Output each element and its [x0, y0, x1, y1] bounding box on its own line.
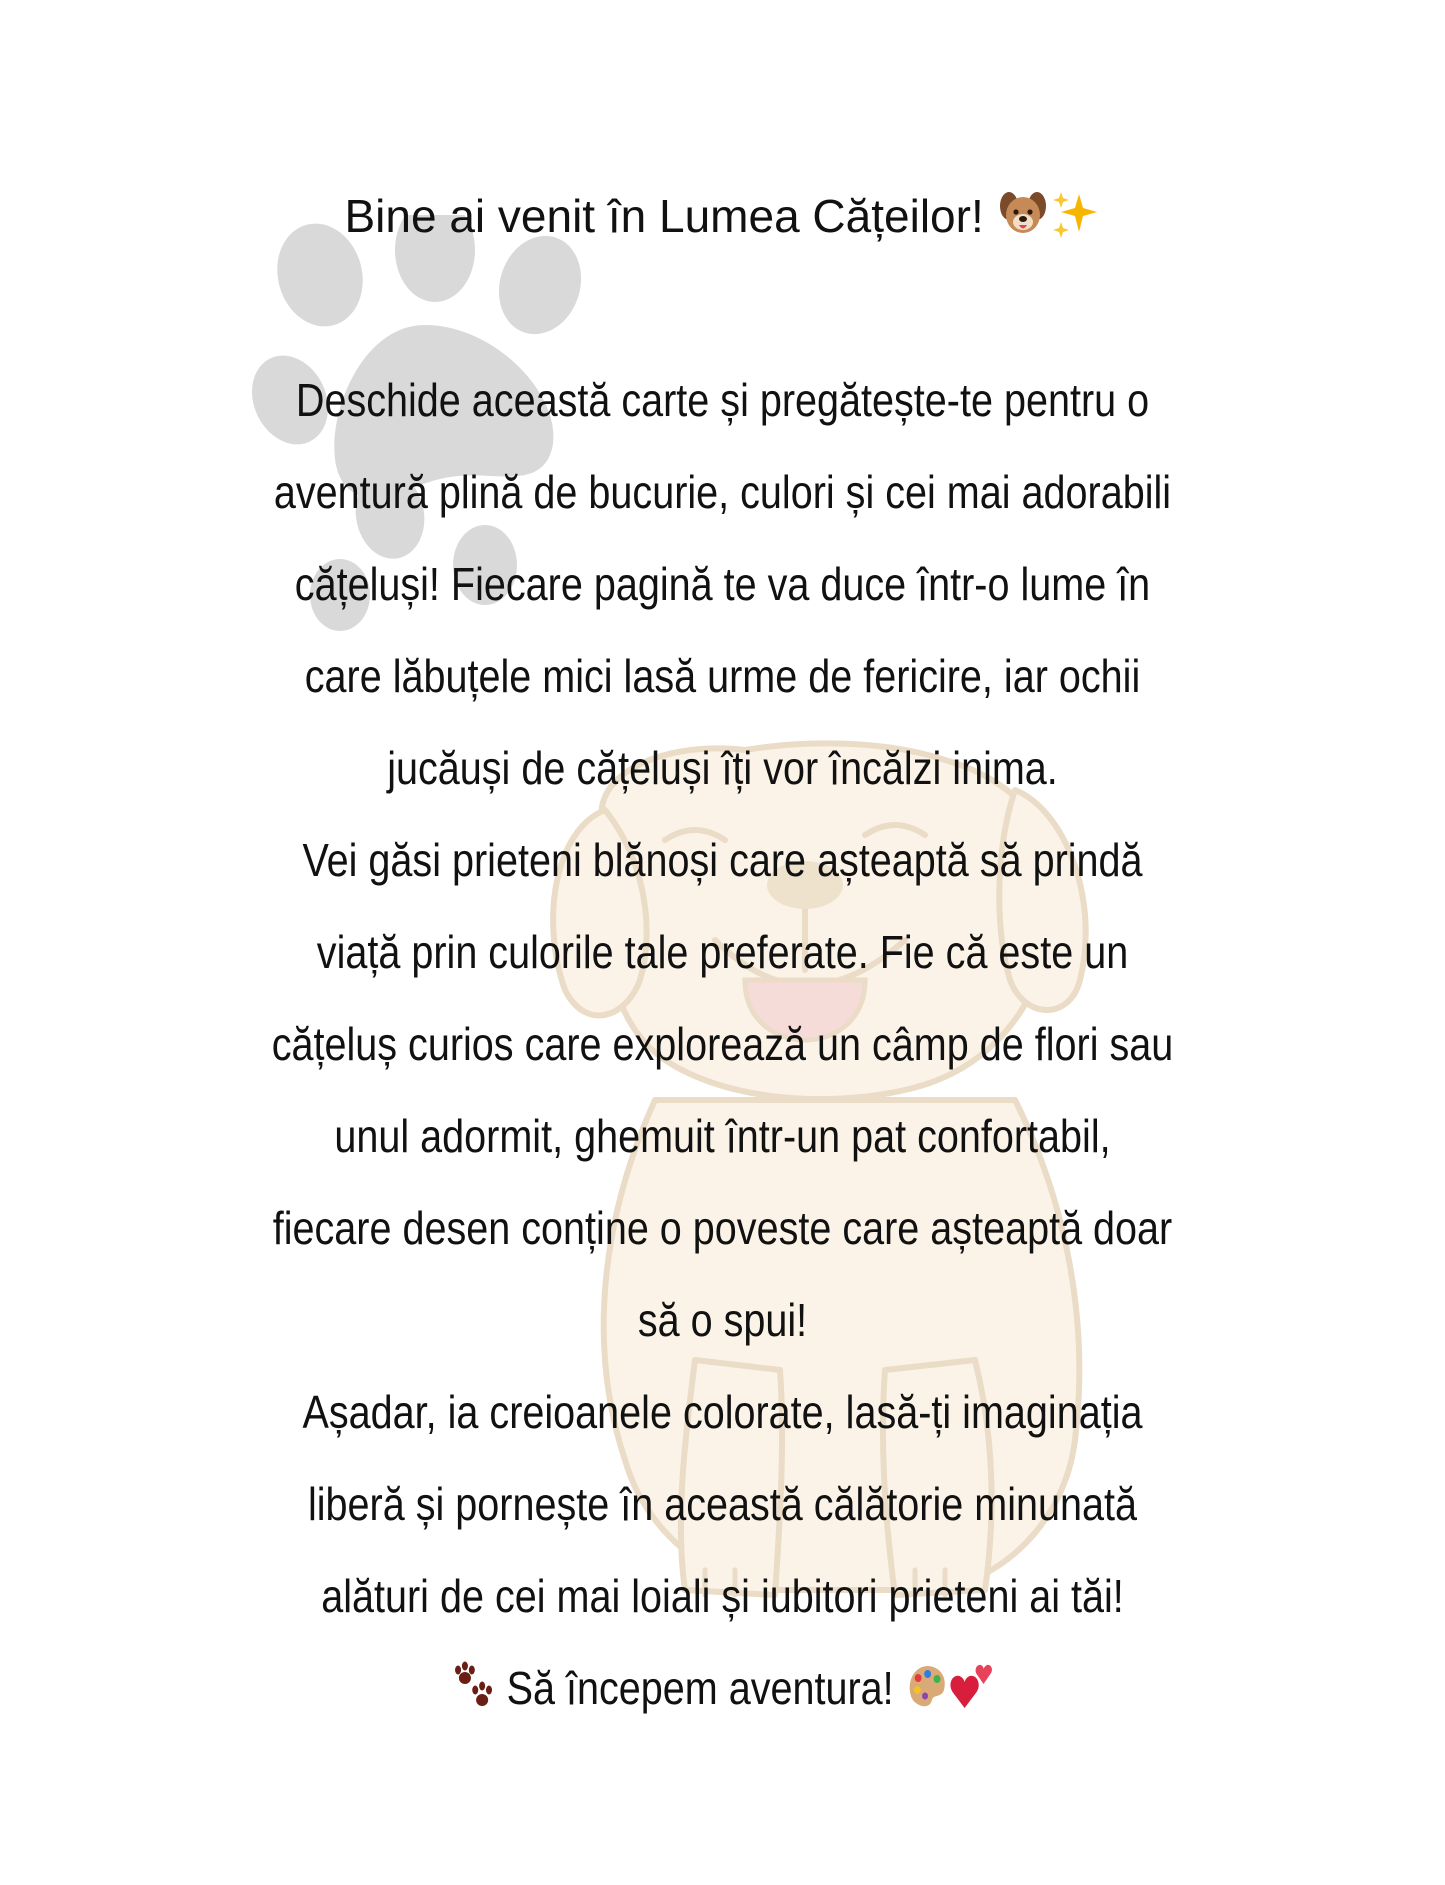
text-line: cățeluși! Fiecare pagină te va duce într-o lume în — [294, 558, 1151, 610]
dog-face-icon — [997, 188, 1049, 240]
sparkles-icon — [1049, 188, 1101, 240]
text-line: Deschide această carte și pregătește-te pentru o — [295, 374, 1150, 426]
text-line: să o spui! — [637, 1294, 808, 1346]
paw-prints-icon — [451, 1660, 496, 1712]
text-line: cățeluș curios care explorează un câmp de flori sau — [271, 1018, 1174, 1070]
title-text: Bine ai venit în Lumea Cățeilor! — [344, 190, 984, 242]
text-line: unul adormit, ghemuit într-un pat confortabil, — [334, 1110, 1111, 1162]
text-line: liberă și pornește în această călătorie minunată — [307, 1478, 1138, 1530]
closing-line — [140, 1642, 1305, 1734]
text-line: fiecare desen conține o poveste care așteaptă doar — [272, 1202, 1173, 1254]
paragraph-intro — [140, 354, 1305, 1734]
artist-palette-icon — [905, 1660, 950, 1712]
text-line: care lăbuțele mici lasă urme de fericire, iar ochii — [304, 650, 1141, 702]
intro-text — [140, 170, 1305, 1734]
text-line: viață prin culorile tale preferate. Fie că este un — [316, 926, 1129, 978]
text-line: jucăuși de cățeluși îți vor încălzi inima. — [387, 742, 1058, 794]
two-hearts-icon — [949, 1660, 994, 1712]
text-line: Așadar, ia creioanele colorate, lasă-ți imaginația — [302, 1386, 1143, 1438]
text-line: alături de cei mai loiali și iubitori prieteni ai tăi! — [321, 1570, 1124, 1622]
closing-text: Să începem aventura! — [506, 1662, 894, 1714]
text-line: aventură plină de bucurie, culori și cei mai adorabili — [273, 466, 1172, 518]
text-line: Vei găsi prieteni blănoși care așteaptă să prindă — [302, 834, 1143, 886]
page-title — [140, 170, 1305, 262]
